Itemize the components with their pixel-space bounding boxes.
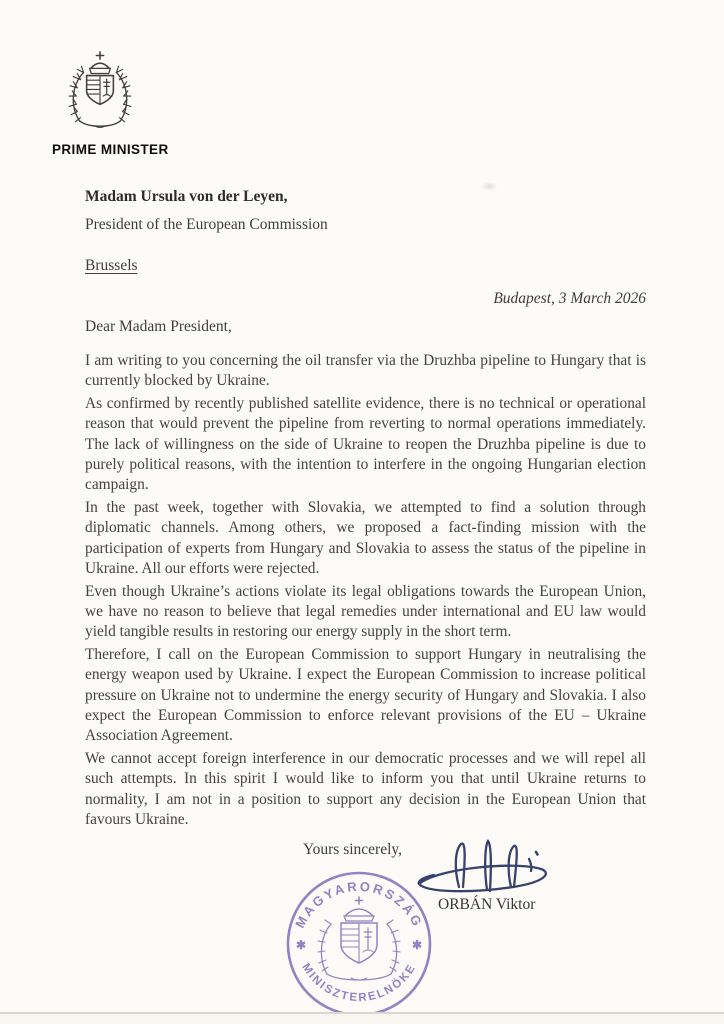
letter-body (85, 351, 646, 830)
body-paragraph: Even though Ukraine’s actions violate its legal obligations towards the European Union, we have no reason to believe that legal remedies under international and EU law would yield tangible results in restoring our energy supply in the short term. (85, 582, 646, 641)
recipient-city: Brussels (85, 257, 138, 274)
body-paragraph: We cannot accept foreign interference in our democratic processes and we will repel all such attempts. In this spirit I would like to inform you that until Ukraine returns to normality, I am not in a position to support any decision in the European Union that favours Ukraine. (85, 750, 646, 829)
prime-minister-stamp (281, 866, 437, 1022)
body-paragraph: In the past week, together with Slovakia, we attempted to find a solution through diplomatic channels. Among others, we proposed a fact-finding mission with the participation of experts from Hungary and Slovakia to assess the status of the pipeline in Ukraine. All our efforts were rejected. (85, 499, 646, 577)
stamp-top-text: MAGYARORSZÁG (292, 878, 426, 931)
hungary-coat-of-arms-icon (64, 48, 136, 136)
body-paragraph: As confirmed by recently published satellite evidence, there is no technical or operational reason that would prevent the pipeline from reverting to normal operations immediately. The lack of willingness on the side of Ukraine to reopen the Druzhba pipeline is due to purely political reasons, with the intention to interfere in the ongoing Hungarian election campaign. (85, 395, 646, 494)
page-bottom-margin (0, 1014, 724, 1024)
recipient-name: Madam Ursula von der Leyen, (85, 188, 288, 205)
scan-artifact (480, 182, 498, 191)
recipient-title: President of the European Commission (85, 216, 328, 233)
stamp-coat-of-arms-icon (318, 897, 400, 980)
body-paragraph: Therefore, I call on the European Commission to support Hungary in neutralising the energy weapon used by Ukraine. I expect the European Commission to increase political pressure on Ukraine not to undermine the energy security of Hungary and Slovakia. I also expect the European Commission to enforce relevant provisions of the EU – Ukraine Association Agreement. (85, 646, 646, 745)
salutation: Dear Madam President, (85, 318, 232, 335)
valediction: Yours sincerely, (303, 841, 403, 858)
body-paragraph: I am writing to you concerning the oil transfer via the Druzhba pipeline to Hungary that is currently blocked by Ukraine. (85, 352, 646, 390)
signer-name: ORBÁN Viktor (438, 896, 536, 913)
stamp-star-left-icon: ✱ (295, 938, 307, 952)
stamp-bottom-text: MINISZTERELNÖKE (299, 961, 419, 1005)
sender-office-title: PRIME MINISTER (52, 142, 169, 157)
svg-text:MINISZTERELNÖKE (299, 962, 418, 1005)
stamp-star-right-icon: ✱ (411, 938, 423, 952)
dateline: Budapest, 3 March 2026 (493, 290, 646, 307)
